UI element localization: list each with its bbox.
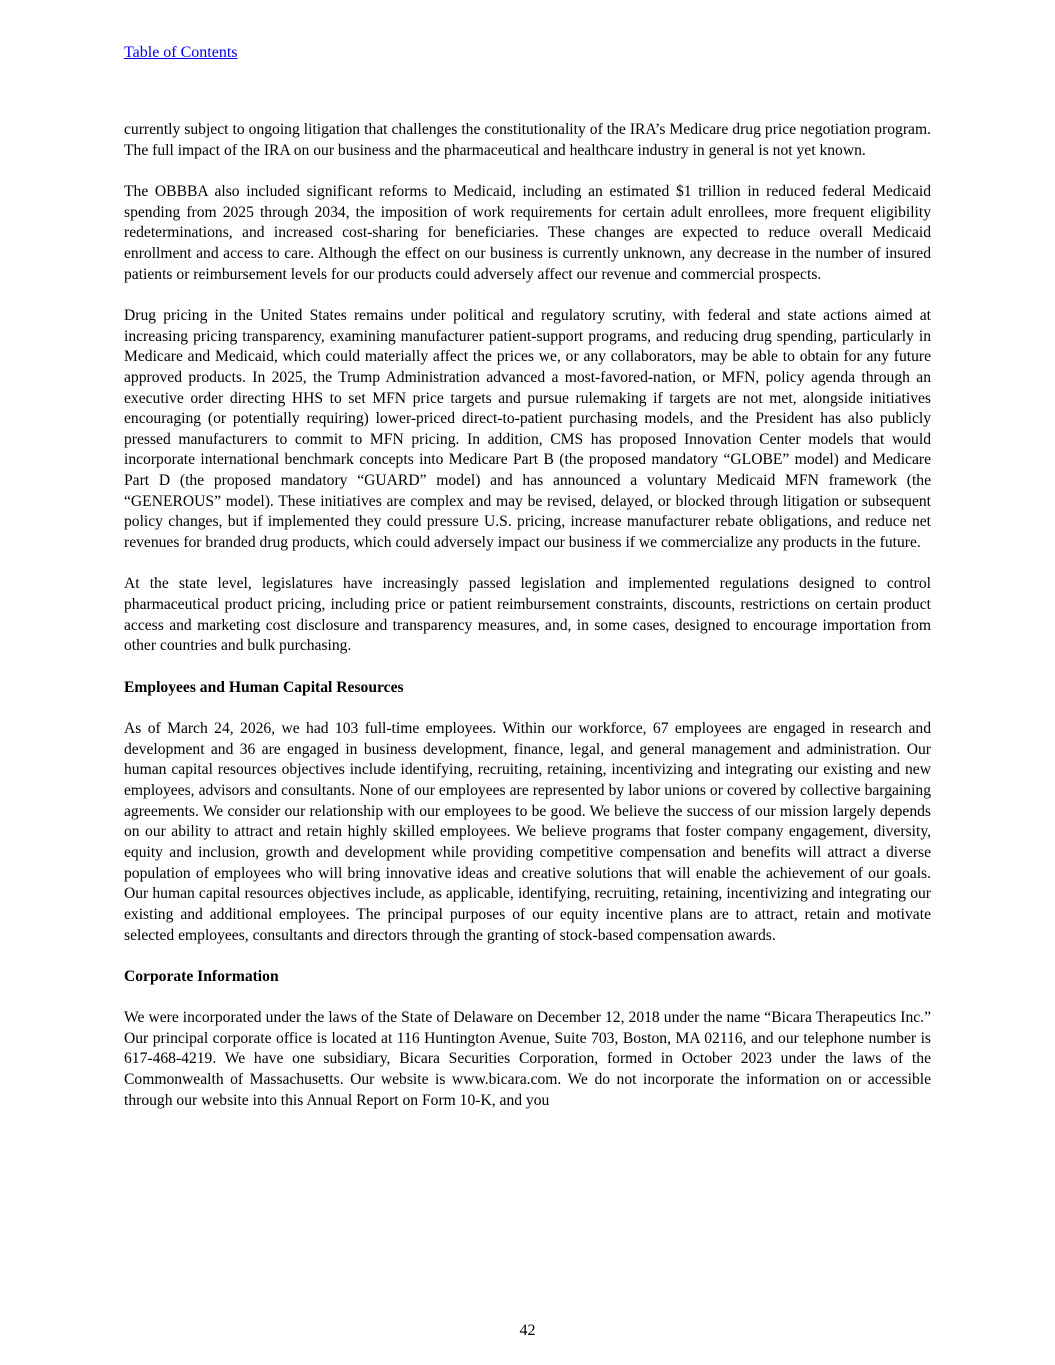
heading-employees: Employees and Human Capital Resources	[124, 678, 404, 696]
paragraph-ira-litigation: currently subject to ongoing litigation that challenges the constitutionality of the IRA’s Medicare drug price negotiation program. The full impact of the IRA on our business and the pharmaceutical and healthcare industry in general is not yet known.	[124, 121, 931, 159]
paragraph-state-level: At the state level, legislatures have increasingly passed legislation and implemented regulations designed to control pharmaceutical product pricing, including price or patient reimbursement constraints, discounts, restrictions on certain product access and marketing cost disclosure and transparency measures, and, in some cases, designed to encourage importation from other countries and bulk purchasing.	[124, 575, 931, 655]
heading-corporate-information: Corporate Information	[124, 967, 279, 985]
paragraph-drug-pricing: Drug pricing in the United States remains under political and regulatory scrutiny, with federal and state actions aimed at increasing pricing transparency, examining manufacturer patient-support programs, and reducing drug spending, particularly in Medicare and Medicaid, which could materially affect the prices we, or any collaborators, may be able to obtain for any future approved products. In 2025, the Trump Administration advanced a most-favored-nation, or MFN, policy agenda through an executive order directing HHS to set MFN price targets and pursue rulemaking if targets are not met, alongside initiatives encouraging (or potentially requiring) lower-priced direct-to-patient purchasing models, and the President has also publicly pressed manufacturers to commit to MFN pricing. In addition, CMS has proposed Innovation Center models that would incorporate international benchmark concepts into Medicare Part B (the proposed mandatory “GLOBE” model) and Medicare Part D (the proposed mandatory “GUARD” model) and has announced a voluntary Medicaid MFN framework (the “GENEROUS” model). These initiatives are complex and may be revised, delayed, or blocked through litigation or subsequent policy changes, but if implemented they could pressure U.S. pricing, increase manufacturer rebate obligations, and reduce net revenues for branded drug products, which could adversely impact our business if we commercialize any products in the future.	[124, 306, 931, 552]
paragraph-obbba-medicaid: The OBBBA also included significant reforms to Medicaid, including an estimated $1 trillion in reduced federal Medicaid spending from 2025 through 2034, the imposition of work requirements for certain adult enrollees, more frequent eligibility redeterminations, and increased cost-sharing for beneficiaries. These changes are expected to reduce overall Medicaid enrollment and access to care. Although the effect on our business is currently unknown, any decrease in the number of insured patients or reimbursement levels for our products could adversely affect our revenue and commercial prospects.	[124, 182, 931, 283]
paragraph-employees: As of March 24, 2026, we had 103 full-time employees. Within our workforce, 67 employees are engaged in research and development and 36 are engaged in business development, finance, legal, and general management and administration. Our human capital resources objectives include identifying, recruiting, retaining, incentivizing and integrating our existing and new employees, advisors and consultants. None of our employees are represented by labor unions or covered by collective bargaining agreements. We consider our relationship with our employees to be good. We believe the success of our mission largely depends on our ability to attract and retain highly skilled employees. We believe programs that foster company engagement, diversity, equity and inclusion, growth and development while providing competitive compensation and benefits will attract a diverse population of employees who will bring innovative ideas and creative solutions that will enable the achievement of our goals. Our human capital resources objectives include, as applicable, identifying, recruiting, retaining, incentivizing and integrating our existing and additional employees. The principal purposes of our equity incentive plans are to attract, retain and motivate selected employees, consultants and directors through the granting of stock-based compensation awards.	[124, 719, 931, 944]
table-of-contents-link[interactable]: Table of Contents	[124, 44, 238, 61]
paragraph-corporate-information: We were incorporated under the laws of the State of Delaware on December 12, 2018 under the name “Bicara Therapeutics Inc.” Our principal corporate office is located at 116 Huntington Avenue, Suite 703, Boston, MA 02116, and our telephone number is 617-468-4219. We have one subsidiary, Bicara Securities Corporation, formed in October 2023 under the laws of the Commonwealth of Massachusetts. Our website is www.bicara.com. We do not incorporate the information on or accessible through our website into this Annual Report on Form 10-K, and you	[124, 1009, 931, 1109]
document-body	[124, 120, 931, 1132]
page-number: 42	[519, 1322, 536, 1339]
